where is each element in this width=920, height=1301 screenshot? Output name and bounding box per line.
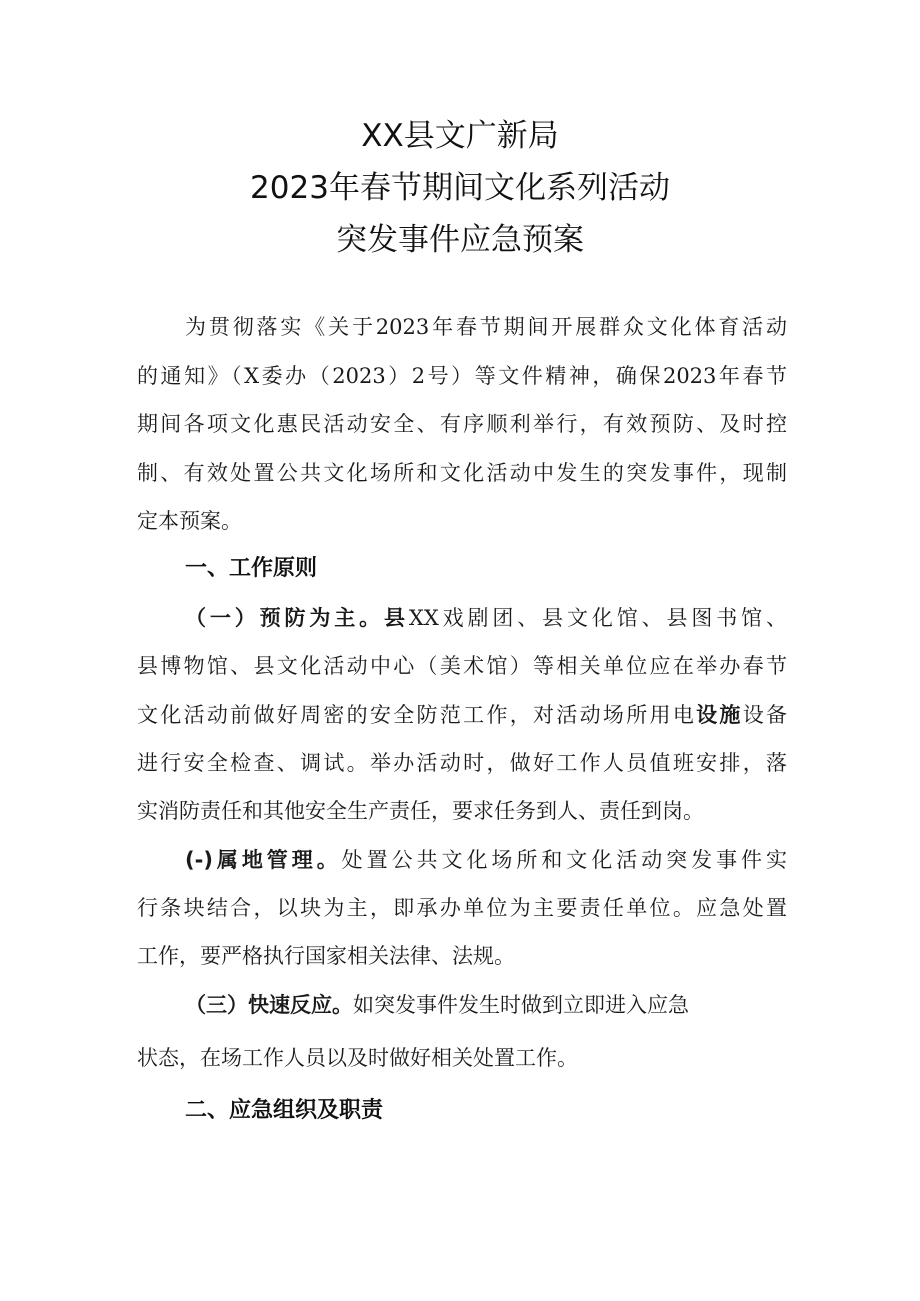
principle-3-line-2: 状态，在场工作人员以及时做好相关处置工作。 xyxy=(137,1046,578,1070)
principle-1-line-1-text: XX戏剧团、县文化馆、县图书馆、 xyxy=(408,606,788,630)
principle-1-line-3-pre: 文化活动前做好周密的安全防范工作，对活动场所用电 xyxy=(137,703,697,727)
principle-2-line-1 xyxy=(185,845,787,875)
principle-1-line-2: 县博物馆、县文化活动中心（美术馆）等相关单位应在举办春节 xyxy=(137,654,787,678)
intro-line-5: 定本预案。 xyxy=(137,509,242,533)
intro-line-2: 的通知》（X委办（2023）2号）等文件精神，确保2023年春节 xyxy=(137,364,787,388)
intro-line-1: 为贯彻落实《关于2023年春节期间开展群众文化体育活动 xyxy=(185,315,787,339)
principle-2-line-3: 工作，要严格执行国家相关法律、法规。 xyxy=(137,944,515,968)
principle-1-line-3-post: 设备 xyxy=(742,703,787,727)
principle-3-line-1-text: 如突发事件发生时做到立即进入应急 xyxy=(353,993,689,1017)
principle-1-line-5: 实消防责任和其他安全生产责任，要求任务到人、责任到岗。 xyxy=(137,799,704,823)
principle-2-line-1-text: 处置公共文化场所和文化活动突发事件实 xyxy=(341,848,787,872)
principle-3-line-1 xyxy=(185,990,787,1020)
principle-1-label: （一）预防为主。县 xyxy=(185,606,409,630)
principle-1-line-4: 进行安全检查、调试。举办活动时，做好工作人员值班安排，落 xyxy=(137,751,787,775)
title-line-2: 2023年春节期间文化系列活动 xyxy=(250,170,670,206)
section-heading-organization: 二、应急组织及职责 xyxy=(185,1098,384,1123)
principle-2-line-2: 行条块结合，以块为主，即承办单位为主要责任单位。应急处置 xyxy=(137,896,787,920)
title-line-1: XX县文广新局 xyxy=(361,118,559,154)
intro-line-3: 期间各项文化惠民活动安全、有序顺利举行，有效预防、及时控 xyxy=(137,412,787,436)
section-heading-principles: 一、工作原则 xyxy=(185,556,318,581)
principle-1-line-1 xyxy=(185,603,787,633)
intro-line-4: 制、有效处置公共文化场所和文化活动中发生的突发事件，现制 xyxy=(137,461,787,485)
principle-1-line-3-bold: 设施 xyxy=(696,703,743,727)
principle-2-label: (-)属地管理。 xyxy=(185,848,342,872)
principle-1-line-3 xyxy=(137,700,787,730)
title-line-3: 突发事件应急预案 xyxy=(336,222,584,258)
principle-3-label: （三）快速反应。 xyxy=(185,993,353,1017)
